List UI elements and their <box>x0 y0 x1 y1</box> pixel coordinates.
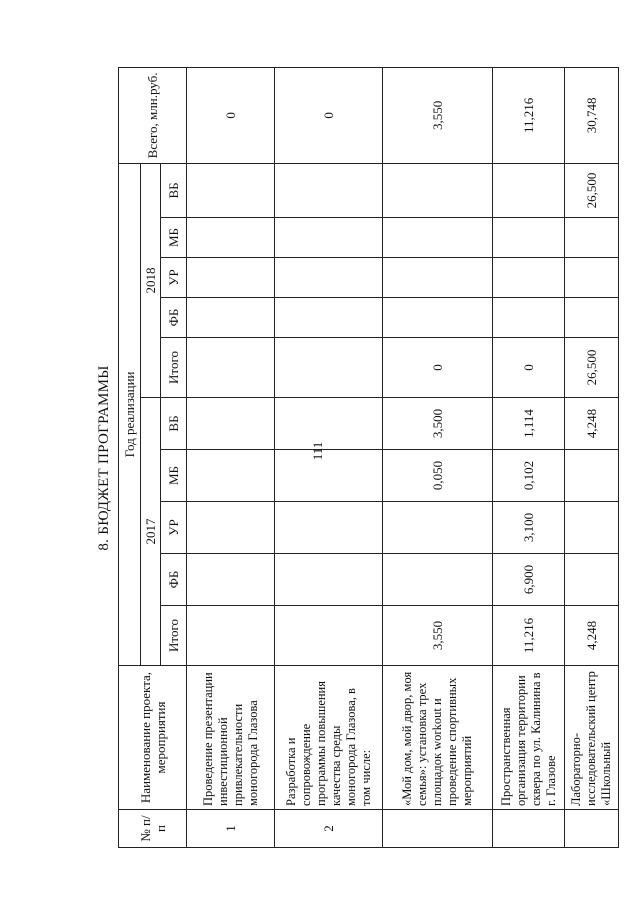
cell-2018-total: 26,500 <box>565 338 619 398</box>
header-2017-vb: ВБ <box>161 398 187 450</box>
row-name: Лабораторно-исследовательский центр «Школьный <box>565 666 619 810</box>
row-num: 1 <box>187 810 275 848</box>
cell-2017-ur: 3,100 <box>493 502 565 554</box>
rotated-page <box>96 68 613 848</box>
header-total: Всего, млн.руб. <box>119 67 187 163</box>
cell-2018-mb <box>565 218 619 258</box>
cell-total: 3,550 <box>383 67 493 163</box>
cell-2017-ur <box>383 502 493 554</box>
cell-2017-fb <box>275 554 383 606</box>
cell-2017-mb <box>187 450 275 502</box>
cell-2018-vb <box>187 163 275 217</box>
cell-2017-mb <box>275 450 383 502</box>
cell-2017-mb <box>565 450 619 502</box>
cell-2017-fb <box>565 554 619 606</box>
header-2018-fb: ФБ <box>161 298 187 338</box>
cell-2017-ur <box>275 502 383 554</box>
cell-2018-ur <box>565 258 619 298</box>
table-row <box>187 67 275 847</box>
cell-total: 0 <box>187 67 275 163</box>
header-num: № п/п <box>119 810 187 848</box>
section-heading: 8. БЮДЖЕТ ПРОГРАММЫ <box>96 365 112 551</box>
header-2018-mb: МБ <box>161 218 187 258</box>
row-name: Пространственная организация территории сквера по ул. Калинина в г. Глазове <box>493 666 565 810</box>
cell-2017-total <box>275 606 383 666</box>
cell-total: 30,748 <box>565 67 619 163</box>
table-row <box>275 67 383 847</box>
cell-2017-vb: 1,114 <box>493 398 565 450</box>
cell-2018-mb <box>383 218 493 258</box>
row-num <box>493 810 565 848</box>
cell-2018-ur <box>275 258 383 298</box>
cell-2017-vb <box>187 398 275 450</box>
row-name: Проведение презентации инвестиционной привлекательности моногорода Глазова <box>187 666 275 810</box>
cell-2018-ur <box>493 258 565 298</box>
row-name: «Мой дом, мой двор, моя семья»: установка трех площадок workout и проведение спортивных мероприятий <box>383 666 493 810</box>
cell-total: 11,216 <box>493 67 565 163</box>
cell-total: 0 <box>275 67 383 163</box>
row-num <box>383 810 493 848</box>
row-num <box>565 810 619 848</box>
cell-2018-mb <box>493 218 565 258</box>
cell-2017-fb <box>187 554 275 606</box>
cell-2017-vb: 4,248 <box>565 398 619 450</box>
header-2017-fb: ФБ <box>161 554 187 606</box>
cell-2017-vb: 3,500 <box>383 398 493 450</box>
cell-2018-vb: 26,500 <box>565 163 619 217</box>
cell-2018-vb <box>275 163 383 217</box>
cell-2017-mb: 0,050 <box>383 450 493 502</box>
table-row <box>383 67 493 847</box>
cell-2017-total: 11,216 <box>493 606 565 666</box>
cell-2018-fb <box>187 298 275 338</box>
header-year-2018: 2018 <box>141 163 161 397</box>
cell-2017-total: 4,248 <box>565 606 619 666</box>
budget-table <box>118 67 619 848</box>
cell-2017-ur <box>565 502 619 554</box>
table-row <box>493 67 565 847</box>
cell-2018-vb <box>383 163 493 217</box>
header-2017-ur: УР <box>161 502 187 554</box>
cell-2018-total: 0 <box>383 338 493 398</box>
header-year-realization: Год реализации <box>119 163 141 665</box>
header-year-2017: 2017 <box>141 398 161 666</box>
header-name: Наименование проекта, мероприятия <box>119 666 187 810</box>
cell-2017-ur <box>187 502 275 554</box>
cell-2018-fb <box>565 298 619 338</box>
cell-2018-fb <box>275 298 383 338</box>
table-row <box>565 67 619 847</box>
cell-2018-vb <box>493 163 565 217</box>
cell-2017-mb: 0,102 <box>493 450 565 502</box>
cell-2017-total <box>187 606 275 666</box>
cell-2018-fb <box>383 298 493 338</box>
cell-2017-fb: 6,900 <box>493 554 565 606</box>
header-2018-ur: УР <box>161 258 187 298</box>
header-2017-total: Итого <box>161 606 187 666</box>
cell-2018-total <box>275 338 383 398</box>
cell-2018-total <box>187 338 275 398</box>
row-name: Разработка и сопровождение программы повышения качества среды моногорода Глазова, в том числе: <box>275 666 383 810</box>
cell-2017-vb <box>275 398 383 450</box>
cell-2017-total: 3,550 <box>383 606 493 666</box>
row-num: 2 <box>275 810 383 848</box>
cell-2018-ur <box>383 258 493 298</box>
header-2017-mb: МБ <box>161 450 187 502</box>
cell-2018-mb <box>187 218 275 258</box>
cell-2017-fb <box>383 554 493 606</box>
cell-2018-mb <box>275 218 383 258</box>
cell-2018-fb <box>493 298 565 338</box>
cell-2018-ur <box>187 258 275 298</box>
header-2018-total: Итого <box>161 338 187 398</box>
cell-2018-total: 0 <box>493 338 565 398</box>
header-2018-vb: ВБ <box>161 163 187 217</box>
